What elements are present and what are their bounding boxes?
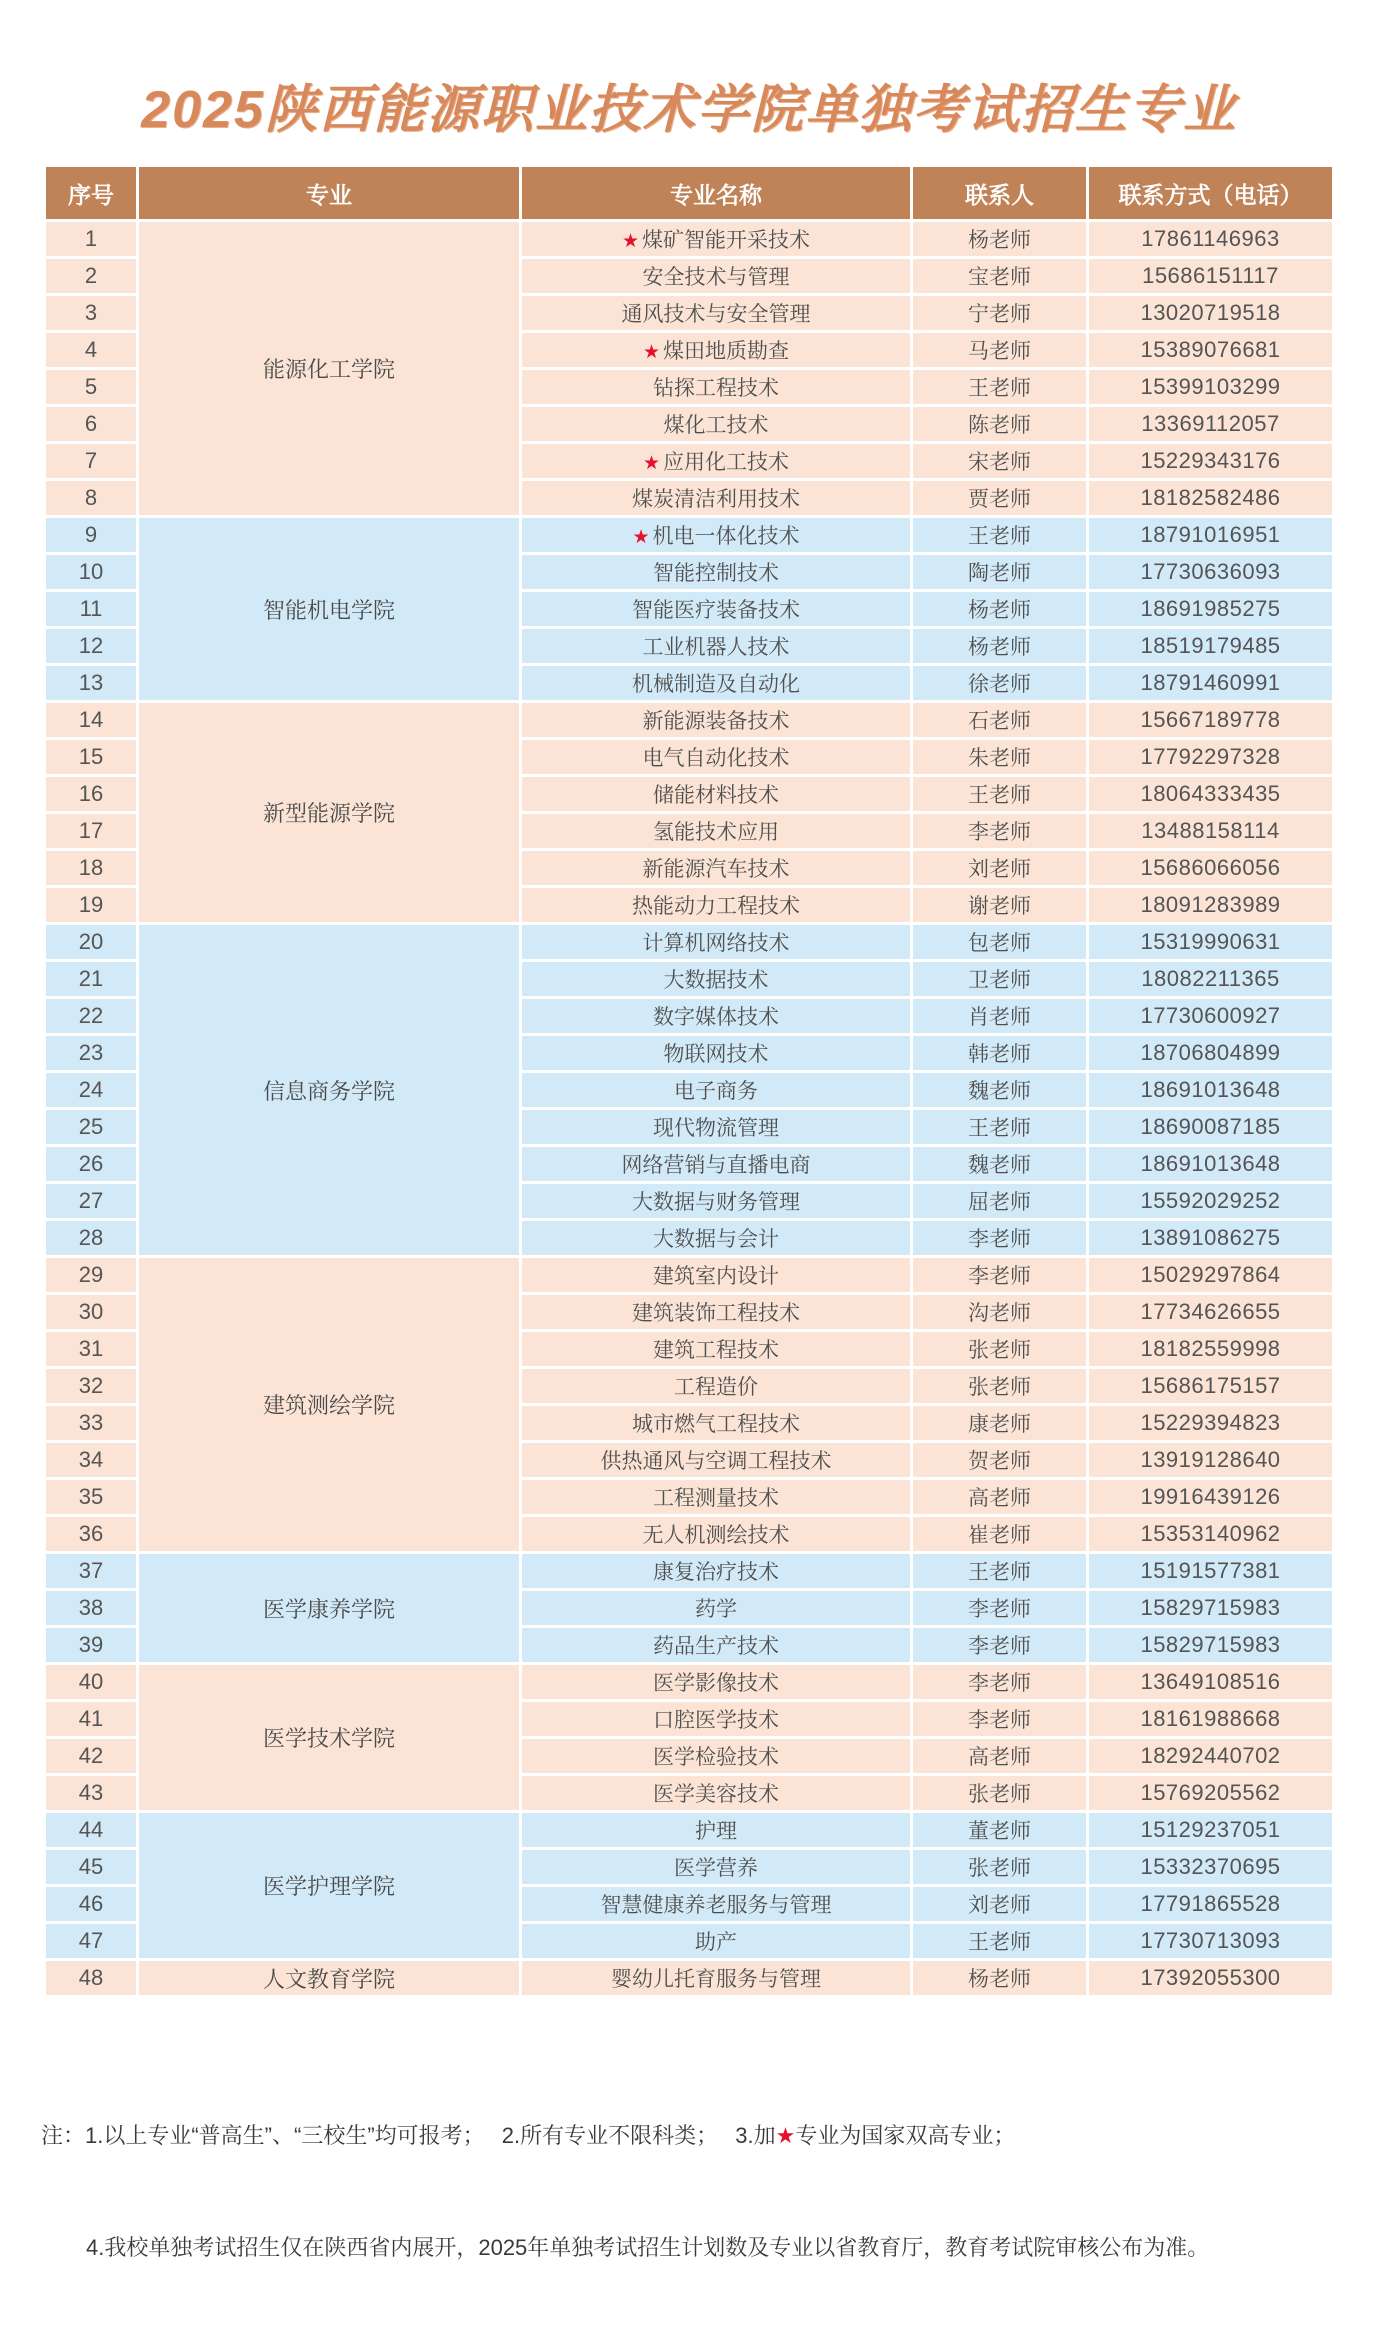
row-number-cell: 34 — [46, 1443, 136, 1477]
major-name: 建筑室内设计 — [653, 1265, 779, 1288]
phone-cell: 18691013648 — [1089, 1147, 1332, 1181]
note-line-2: 4.我校单独考试招生仅在陕西省内展开，2025年单独考试招生计划数及专业以省教育厅，教育考试院审核公布为准。 — [86, 2234, 1210, 2260]
contact-cell: 包老师 — [913, 925, 1086, 959]
major-cell — [522, 333, 910, 367]
row-number-cell: 48 — [46, 1961, 136, 1995]
phone-cell: 15829715983 — [1089, 1628, 1332, 1662]
department-cell: 医学护理学院 — [139, 1813, 519, 1958]
row-number-cell: 21 — [46, 962, 136, 996]
contact-cell: 李老师 — [913, 1258, 1086, 1292]
row-number-cell: 19 — [46, 888, 136, 922]
major-cell — [522, 1665, 910, 1699]
contact-cell: 陈老师 — [913, 407, 1086, 441]
row-number-cell: 1 — [46, 222, 136, 256]
phone-cell: 13919128640 — [1089, 1443, 1332, 1477]
major-name: 智能医疗装备技术 — [632, 599, 800, 622]
table-body — [46, 222, 1332, 1995]
major-name: 新能源装备技术 — [642, 710, 790, 733]
table-header — [46, 167, 1332, 219]
row-number-cell: 22 — [46, 999, 136, 1033]
major-name: 大数据与财务管理 — [632, 1191, 800, 1214]
major-cell — [522, 666, 910, 700]
major-name: 氢能技术应用 — [653, 821, 779, 844]
double-high-star-icon: ★ — [632, 527, 650, 548]
phone-cell: 15667189778 — [1089, 703, 1332, 737]
contact-cell: 徐老师 — [913, 666, 1086, 700]
major-cell — [522, 1110, 910, 1144]
contact-cell: 刘老师 — [913, 1887, 1086, 1921]
phone-cell: 17730713093 — [1089, 1924, 1332, 1958]
row-number-cell: 32 — [46, 1369, 136, 1403]
contact-cell: 杨老师 — [913, 222, 1086, 256]
contact-cell: 贺老师 — [913, 1443, 1086, 1477]
table-row — [46, 1813, 1332, 1847]
major-name: 应用化工技术 — [663, 451, 790, 474]
table-row — [46, 1665, 1332, 1699]
row-number-cell: 35 — [46, 1480, 136, 1514]
footnotes — [41, 2042, 1337, 2341]
major-cell — [522, 1813, 910, 1847]
contact-cell: 李老师 — [913, 814, 1086, 848]
contact-cell: 王老师 — [913, 1554, 1086, 1588]
row-number-cell: 33 — [46, 1406, 136, 1440]
phone-cell: 19916439126 — [1089, 1480, 1332, 1514]
phone-cell: 15319990631 — [1089, 925, 1332, 959]
row-number-cell: 3 — [46, 296, 136, 330]
contact-cell: 魏老师 — [913, 1147, 1086, 1181]
row-number-cell: 6 — [46, 407, 136, 441]
major-name: 工程造价 — [674, 1376, 758, 1399]
contact-cell: 杨老师 — [913, 1961, 1086, 1995]
contact-cell: 李老师 — [913, 1591, 1086, 1625]
row-number-cell: 16 — [46, 777, 136, 811]
row-number-cell: 23 — [46, 1036, 136, 1070]
major-name: 大数据与会计 — [653, 1228, 779, 1251]
row-number-cell: 41 — [46, 1702, 136, 1736]
phone-cell: 18082211365 — [1089, 962, 1332, 996]
phone-cell: 18292440702 — [1089, 1739, 1332, 1773]
major-name: 药品生产技术 — [653, 1635, 779, 1658]
contact-cell: 宁老师 — [913, 296, 1086, 330]
phone-cell: 15229343176 — [1089, 444, 1332, 478]
header-major: 专业名称 — [522, 167, 910, 219]
row-number-cell: 43 — [46, 1776, 136, 1810]
phone-cell: 15686175157 — [1089, 1369, 1332, 1403]
row-number-cell: 45 — [46, 1850, 136, 1884]
contact-cell: 陶老师 — [913, 555, 1086, 589]
row-number-cell: 9 — [46, 518, 136, 552]
major-name: 数字媒体技术 — [653, 1006, 779, 1029]
major-cell — [522, 1332, 910, 1366]
major-cell — [522, 1739, 910, 1773]
major-name: 电子商务 — [674, 1080, 758, 1103]
phone-cell: 15129237051 — [1089, 1813, 1332, 1847]
row-number-cell: 42 — [46, 1739, 136, 1773]
row-number-cell: 13 — [46, 666, 136, 700]
contact-cell: 张老师 — [913, 1369, 1086, 1403]
contact-cell: 崔老师 — [913, 1517, 1086, 1551]
major-cell — [522, 888, 910, 922]
contact-cell: 卫老师 — [913, 962, 1086, 996]
major-name: 供热通风与空调工程技术 — [600, 1450, 832, 1473]
table-row — [46, 703, 1332, 737]
major-name: 婴幼儿托育服务与管理 — [611, 1968, 821, 1991]
major-cell — [522, 1887, 910, 1921]
contact-cell: 李老师 — [913, 1628, 1086, 1662]
double-high-star-icon: ★ — [642, 342, 661, 363]
phone-cell: 17792297328 — [1089, 740, 1332, 774]
row-number-cell: 2 — [46, 259, 136, 293]
phone-cell: 18706804899 — [1089, 1036, 1332, 1070]
contact-cell: 石老师 — [913, 703, 1086, 737]
major-name: 护理 — [695, 1820, 737, 1843]
major-cell — [522, 1295, 910, 1329]
phone-cell: 17791865528 — [1089, 1887, 1332, 1921]
major-name: 机电一体化技术 — [652, 525, 800, 548]
contact-cell: 魏老师 — [913, 1073, 1086, 1107]
major-cell — [522, 370, 910, 404]
phone-cell: 15686151117 — [1089, 259, 1332, 293]
row-number-cell: 28 — [46, 1221, 136, 1255]
major-name: 工程测量技术 — [653, 1487, 779, 1510]
row-number-cell: 10 — [46, 555, 136, 589]
contact-cell: 宋老师 — [913, 444, 1086, 478]
major-cell — [522, 222, 910, 256]
row-number-cell: 27 — [46, 1184, 136, 1218]
row-number-cell: 12 — [46, 629, 136, 663]
major-name: 医学检验技术 — [653, 1746, 779, 1769]
row-number-cell: 14 — [46, 703, 136, 737]
major-name: 煤田地质勘查 — [663, 340, 790, 363]
major-name: 通风技术与安全管理 — [621, 303, 811, 326]
contact-cell: 屈老师 — [913, 1184, 1086, 1218]
contact-cell: 刘老师 — [913, 851, 1086, 885]
phone-cell: 13488158114 — [1089, 814, 1332, 848]
phone-cell: 15592029252 — [1089, 1184, 1332, 1218]
major-name: 城市燃气工程技术 — [632, 1413, 800, 1436]
phone-cell: 17392055300 — [1089, 1961, 1332, 1995]
contact-cell: 李老师 — [913, 1702, 1086, 1736]
phone-cell: 17730636093 — [1089, 555, 1332, 589]
major-cell — [522, 1147, 910, 1181]
major-name: 药学 — [695, 1598, 737, 1621]
note-1-text: 注：1.以上专业“普高生”、“三校生”均可报考； 2.所有专业不限科类； 3.加 — [41, 2122, 776, 2148]
contact-cell: 李老师 — [913, 1221, 1086, 1255]
major-name: 医学美容技术 — [653, 1783, 779, 1806]
phone-cell: 15332370695 — [1089, 1850, 1332, 1884]
row-number-cell: 40 — [46, 1665, 136, 1699]
major-cell — [522, 1480, 910, 1514]
phone-cell: 15389076681 — [1089, 333, 1332, 367]
phone-cell: 17861146963 — [1089, 222, 1332, 256]
contact-cell: 宝老师 — [913, 259, 1086, 293]
row-number-cell: 47 — [46, 1924, 136, 1958]
phone-cell: 13369112057 — [1089, 407, 1332, 441]
major-name: 机械制造及自动化 — [632, 673, 800, 696]
contact-cell: 朱老师 — [913, 740, 1086, 774]
row-number-cell: 31 — [46, 1332, 136, 1366]
contact-cell: 杨老师 — [913, 629, 1086, 663]
row-number-cell: 15 — [46, 740, 136, 774]
row-number-cell: 8 — [46, 481, 136, 515]
phone-cell: 15769205562 — [1089, 1776, 1332, 1810]
phone-cell: 18091283989 — [1089, 888, 1332, 922]
header-phone: 联系方式（电话） — [1089, 167, 1332, 219]
row-number-cell: 37 — [46, 1554, 136, 1588]
phone-cell: 18182559998 — [1089, 1332, 1332, 1366]
major-name: 现代物流管理 — [653, 1117, 779, 1140]
contact-cell: 康老师 — [913, 1406, 1086, 1440]
major-name: 计算机网络技术 — [642, 932, 790, 955]
major-cell — [522, 1369, 910, 1403]
major-cell — [522, 1517, 910, 1551]
major-cell — [522, 1776, 910, 1810]
phone-cell: 15353140962 — [1089, 1517, 1332, 1551]
contact-cell: 沟老师 — [913, 1295, 1086, 1329]
major-cell — [522, 555, 910, 589]
department-cell: 信息商务学院 — [139, 925, 519, 1255]
major-cell — [522, 1628, 910, 1662]
row-number-cell: 18 — [46, 851, 136, 885]
contact-cell: 谢老师 — [913, 888, 1086, 922]
phone-cell: 15829715983 — [1089, 1591, 1332, 1625]
major-name: 储能材料技术 — [653, 784, 779, 807]
table-row — [46, 518, 1332, 552]
row-number-cell: 30 — [46, 1295, 136, 1329]
row-number-cell: 24 — [46, 1073, 136, 1107]
double-high-star-icon: ★ — [775, 2122, 796, 2148]
header-row — [46, 167, 1332, 219]
major-name: 煤矿智能开采技术 — [642, 229, 811, 252]
major-cell — [522, 1406, 910, 1440]
phone-cell: 17734626655 — [1089, 1295, 1332, 1329]
major-name: 煤化工技术 — [663, 414, 769, 437]
major-cell — [522, 1961, 910, 1995]
admissions-table — [43, 164, 1335, 1998]
row-number-cell: 17 — [46, 814, 136, 848]
major-name: 工业机器人技术 — [642, 636, 790, 659]
major-cell — [522, 407, 910, 441]
phone-cell: 15029297864 — [1089, 1258, 1332, 1292]
phone-cell: 18691985275 — [1089, 592, 1332, 626]
phone-cell: 18519179485 — [1089, 629, 1332, 663]
major-name: 热能动力工程技术 — [632, 895, 800, 918]
phone-cell: 18064333435 — [1089, 777, 1332, 811]
major-cell — [522, 259, 910, 293]
contact-cell: 贾老师 — [913, 481, 1086, 515]
major-cell — [522, 851, 910, 885]
major-name: 电气自动化技术 — [642, 747, 790, 770]
row-number-cell: 36 — [46, 1517, 136, 1551]
major-cell — [522, 1221, 910, 1255]
contact-cell: 肖老师 — [913, 999, 1086, 1033]
row-number-cell: 7 — [46, 444, 136, 478]
phone-cell: 18690087185 — [1089, 1110, 1332, 1144]
row-number-cell: 29 — [46, 1258, 136, 1292]
table-row — [46, 1554, 1332, 1588]
major-cell — [522, 703, 910, 737]
department-cell: 医学康养学院 — [139, 1554, 519, 1662]
major-cell — [522, 1258, 910, 1292]
contact-cell: 高老师 — [913, 1480, 1086, 1514]
major-name: 煤炭清洁利用技术 — [632, 488, 800, 511]
major-cell — [522, 1443, 910, 1477]
contact-cell: 韩老师 — [913, 1036, 1086, 1070]
major-name: 物联网技术 — [663, 1043, 769, 1066]
phone-cell: 15191577381 — [1089, 1554, 1332, 1588]
major-name: 智慧健康养老服务与管理 — [600, 1894, 832, 1917]
phone-cell: 15229394823 — [1089, 1406, 1332, 1440]
major-cell — [522, 592, 910, 626]
major-cell — [522, 1073, 910, 1107]
phone-cell: 18182582486 — [1089, 481, 1332, 515]
table-row — [46, 1961, 1332, 1995]
major-name: 康复治疗技术 — [653, 1561, 779, 1584]
contact-cell: 张老师 — [913, 1332, 1086, 1366]
phone-cell: 15686066056 — [1089, 851, 1332, 885]
double-high-star-icon: ★ — [621, 231, 640, 252]
major-cell — [522, 481, 910, 515]
contact-cell: 张老师 — [913, 1776, 1086, 1810]
major-cell — [522, 1850, 910, 1884]
row-number-cell: 39 — [46, 1628, 136, 1662]
header-contact: 联系人 — [913, 167, 1086, 219]
department-cell: 建筑测绘学院 — [139, 1258, 519, 1551]
major-name: 助产 — [695, 1931, 737, 1954]
contact-cell: 王老师 — [913, 370, 1086, 404]
major-cell — [522, 1554, 910, 1588]
major-cell — [522, 962, 910, 996]
note-line-1 — [41, 2117, 1337, 2154]
major-name: 建筑工程技术 — [653, 1339, 779, 1362]
row-number-cell: 38 — [46, 1591, 136, 1625]
major-cell — [522, 1591, 910, 1625]
major-name: 钻探工程技术 — [653, 377, 779, 400]
table-row — [46, 925, 1332, 959]
row-number-cell: 46 — [46, 1887, 136, 1921]
phone-cell: 18791016951 — [1089, 518, 1332, 552]
phone-cell: 13649108516 — [1089, 1665, 1332, 1699]
major-cell — [522, 444, 910, 478]
header-department: 专业 — [139, 167, 519, 219]
row-number-cell: 25 — [46, 1110, 136, 1144]
contact-cell: 王老师 — [913, 777, 1086, 811]
department-cell: 智能机电学院 — [139, 518, 519, 700]
major-name: 无人机测绘技术 — [642, 1524, 790, 1547]
major-cell — [522, 1184, 910, 1218]
major-name: 医学影像技术 — [653, 1672, 779, 1695]
phone-cell: 13891086275 — [1089, 1221, 1332, 1255]
contact-cell: 张老师 — [913, 1850, 1086, 1884]
department-cell: 新型能源学院 — [139, 703, 519, 922]
department-cell: 医学技术学院 — [139, 1665, 519, 1810]
phone-cell: 15399103299 — [1089, 370, 1332, 404]
major-cell — [522, 296, 910, 330]
note-3-text: 专业为国家双高专业； — [795, 2122, 1016, 2148]
phone-cell: 13020719518 — [1089, 296, 1332, 330]
major-cell — [522, 1036, 910, 1070]
department-cell: 人文教育学院 — [139, 1961, 519, 1995]
double-high-star-icon: ★ — [642, 453, 661, 474]
row-number-cell: 20 — [46, 925, 136, 959]
phone-cell: 18161988668 — [1089, 1702, 1332, 1736]
major-cell — [522, 925, 910, 959]
major-name: 安全技术与管理 — [642, 266, 790, 289]
major-cell — [522, 999, 910, 1033]
phone-cell: 18691013648 — [1089, 1073, 1332, 1107]
major-cell — [522, 629, 910, 663]
table-row — [46, 1258, 1332, 1292]
row-number-cell: 26 — [46, 1147, 136, 1181]
major-cell — [522, 740, 910, 774]
row-number-cell: 44 — [46, 1813, 136, 1847]
major-cell — [522, 814, 910, 848]
major-name: 新能源汽车技术 — [642, 858, 790, 881]
major-name: 建筑装饰工程技术 — [632, 1302, 800, 1325]
phone-cell: 18791460991 — [1089, 666, 1332, 700]
contact-cell: 李老师 — [913, 1665, 1086, 1699]
major-cell — [522, 518, 910, 552]
row-number-cell: 5 — [46, 370, 136, 404]
header-number: 序号 — [46, 167, 136, 219]
major-name: 智能控制技术 — [653, 562, 779, 585]
contact-cell: 杨老师 — [913, 592, 1086, 626]
contact-cell: 王老师 — [913, 518, 1086, 552]
major-name: 医学营养 — [674, 1857, 758, 1880]
contact-cell: 高老师 — [913, 1739, 1086, 1773]
contact-cell: 王老师 — [913, 1924, 1086, 1958]
row-number-cell: 4 — [46, 333, 136, 367]
page-title: 2025陕西能源职业技术学院单独考试招生专业 — [141, 81, 1237, 139]
major-name: 网络营销与直播电商 — [621, 1154, 811, 1177]
contact-cell: 董老师 — [913, 1813, 1086, 1847]
row-number-cell: 11 — [46, 592, 136, 626]
table-row — [46, 222, 1332, 256]
major-cell — [522, 1924, 910, 1958]
major-cell — [522, 1702, 910, 1736]
contact-cell: 马老师 — [913, 333, 1086, 367]
phone-cell: 17730600927 — [1089, 999, 1332, 1033]
major-name: 口腔医学技术 — [653, 1709, 779, 1732]
major-cell — [522, 777, 910, 811]
major-name: 大数据技术 — [663, 969, 769, 992]
contact-cell: 王老师 — [913, 1110, 1086, 1144]
department-cell: 能源化工学院 — [139, 222, 519, 515]
